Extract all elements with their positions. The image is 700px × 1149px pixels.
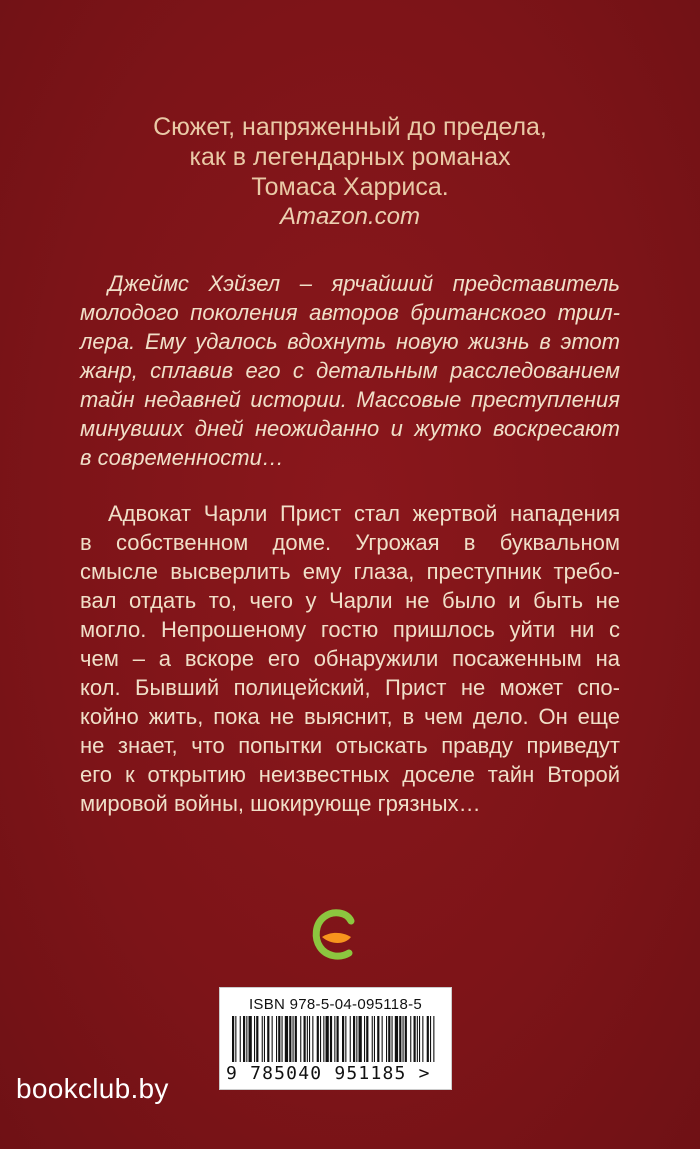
review-quote: [60, 112, 640, 202]
eksmo-logo-icon: [311, 907, 359, 967]
barcode-bar: [350, 1016, 351, 1062]
barcode-bar: [232, 1016, 234, 1062]
barcode-bar: [289, 1016, 291, 1062]
barcode-bar: [414, 1016, 416, 1062]
barcode-bar: [417, 1016, 418, 1062]
text-line: Адвокат Чарли Прист стал жертвой нападения: [108, 501, 620, 526]
quote-line: Томаса Харриса.: [251, 173, 449, 201]
barcode-bar: [392, 1016, 393, 1062]
barcode-bar: [405, 1016, 407, 1062]
barcode-bar: [235, 1016, 236, 1062]
barcode-bar: [282, 1016, 283, 1062]
barcode-bar: [334, 1016, 335, 1062]
barcode-bar: [410, 1016, 411, 1062]
barcode-bar: [254, 1016, 255, 1062]
text-line: кол. Бывший полицейский, Прист не может спо-: [80, 675, 620, 700]
quote-line: как в легендарных романах: [189, 143, 511, 171]
barcode-bar: [267, 1016, 269, 1062]
text-line: койно жить, пока не выяснит, в чем дело. Он еще: [80, 704, 620, 729]
author-description: [80, 269, 620, 472]
watermark: bookclub.by: [16, 1073, 169, 1104]
barcode: [219, 987, 452, 1090]
text-line: смысле высверлить ему глаза, преступник требо-: [80, 559, 620, 584]
text-line: жанр, сплавив его с детальным расследованием: [80, 358, 620, 383]
barcode-bar: [285, 1016, 288, 1062]
text-line: Джеймс Хэйзел – ярчайший представитель: [108, 271, 620, 296]
barcode-bar: [330, 1016, 332, 1062]
text-line: его к открытию неизвестных доселе тайн Второй: [80, 762, 620, 787]
barcode-bar: [312, 1016, 313, 1062]
barcode-bar: [395, 1016, 398, 1062]
barcode-bar: [309, 1016, 310, 1062]
barcode-bar: [399, 1016, 401, 1062]
text-line: в современности…: [80, 445, 284, 470]
barcode-bar: [388, 1016, 390, 1062]
barcode-bar: [366, 1016, 368, 1062]
text-line: в собственном доме. Угрожая в буквальном: [80, 530, 620, 555]
barcode-bar: [433, 1016, 434, 1062]
barcode-bar: [353, 1016, 355, 1062]
barcode-bar: [246, 1016, 247, 1062]
barcode-bar: [342, 1016, 344, 1062]
barcode-bar: [240, 1016, 241, 1062]
text-line: могло. Непрошеному гостю пришлось уйти ни с: [80, 617, 620, 642]
barcode-bar: [262, 1016, 263, 1062]
barcode-digits: 9 785040 951185 >: [226, 1063, 431, 1084]
barcode-bar: [359, 1016, 362, 1062]
barcode-bar: [419, 1016, 420, 1062]
plot-summary: [80, 499, 620, 818]
text-line: мировой войны, шокирующе грязных…: [80, 791, 481, 816]
barcode-bar: [403, 1016, 404, 1062]
barcode-bar: [276, 1016, 277, 1062]
text-line: тайн недавней истории. Массовые преступления: [80, 387, 620, 412]
text-line: лера. Ему удалось вдохнуть новую жизнь в этот: [80, 329, 620, 354]
barcode-bar: [304, 1016, 306, 1062]
barcode-bar: [317, 1016, 319, 1062]
barcode-bar: [377, 1016, 379, 1062]
barcode-bar: [300, 1016, 301, 1062]
barcode-bar: [345, 1016, 346, 1062]
barcode-bar: [372, 1016, 373, 1062]
quote-line: Сюжет, напряженный до предела,: [153, 113, 547, 141]
barcode-bar: [272, 1016, 273, 1062]
barcode-bar: [295, 1016, 297, 1062]
text-line: молодого поколения авторов британского трил-: [80, 300, 620, 325]
barcode-bar: [386, 1016, 387, 1062]
barcode-bar: [307, 1016, 308, 1062]
barcode-bar: [356, 1016, 357, 1062]
text-line: чем – а вскоре его обнаружили посаженным на: [80, 646, 620, 671]
barcode-bar: [293, 1016, 294, 1062]
barcode-bar: [278, 1016, 280, 1062]
barcode-bar: [337, 1016, 339, 1062]
barcode-bar: [430, 1016, 431, 1062]
barcode-bar: [320, 1016, 321, 1062]
text-line: не знает, что попытки отыскать правду приведут: [80, 733, 620, 758]
quote-source: Amazon.com: [279, 203, 421, 230]
barcode-bar: [256, 1016, 258, 1062]
barcode-bar: [382, 1016, 383, 1062]
barcode-bar: [243, 1016, 245, 1062]
text-line: вал отдать то, чего у Чарли не было и быть не: [80, 588, 620, 613]
barcode-bar: [326, 1016, 329, 1062]
barcode-bar: [364, 1016, 365, 1062]
isbn-label: ISBN 978-5-04-095118-5: [248, 996, 423, 1013]
text-line: минувших дней неожиданно и жутко воскресают: [80, 416, 620, 441]
barcode-bar: [323, 1016, 324, 1062]
barcode-bar: [374, 1016, 375, 1062]
barcode-bar: [422, 1016, 423, 1062]
barcode-bar: [264, 1016, 265, 1062]
barcode-bars: [228, 1016, 442, 1064]
barcode-bar: [249, 1016, 252, 1062]
barcode-bar: [427, 1016, 429, 1062]
